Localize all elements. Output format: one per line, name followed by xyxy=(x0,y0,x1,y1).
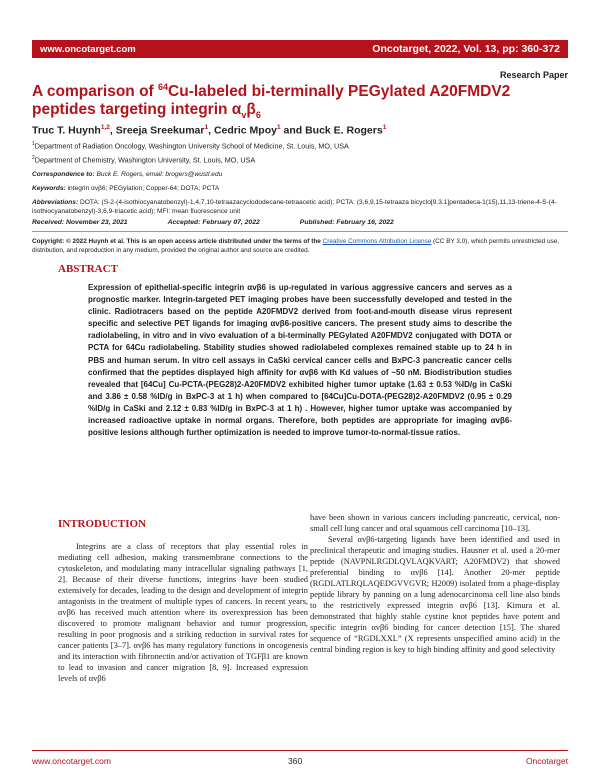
author: Cedric Mpoy xyxy=(213,124,277,137)
journal-citation: Oncotarget, 2022, Vol. 13, pp: 360-372 xyxy=(372,43,560,55)
author: Sreeja Sreekumar xyxy=(115,124,205,137)
article-dates: Received: November 23, 2021 Accepted: February 07, 2022 Published: February 16, 2022 xyxy=(32,219,394,226)
article-type: Research Paper xyxy=(499,70,568,80)
correspondence: Correspondence to: Buck E. Rogers, email: brogers@wustl.edu xyxy=(32,171,223,178)
license-link[interactable]: Creative Commons Attribution License xyxy=(322,238,432,245)
intro-right-column xyxy=(310,512,560,655)
affiliation-2: $^2$Department of Chemistry, Washington University, St. Louis, MO, USA xyxy=(32,155,256,165)
abstract-text: Expression of epithelial-specific integrin αvβ6 is up-regulated in various aggressive cancers and serves as a prognostic marker. Integrin-targeted PET imaging probes have been successfully developed and tested in the clinic. Radiotracers based on the peptide A20FMDV2 derived from foot-and-mouth disease virus represent specific and selective PET ligands for imaging αvβ6-positive cancers. The present study aims to describe the radiolabeling, in vitro and in vivo evaluation of a bi-terminally PEGylated A20FMDV2 conjugated with DOTA or PCTA for 64Cu radiolabeling. Stability studies showed radiolabeled complexes remained stable up to 24 h in PBS and human serum. In vitro cell assays in CaSki cervical cancer cells and BxPC-3 pancreatic cancer cells confirmed that the peptides displayed high affinity for αvβ6 with Kd values of ~50 nM. Biodistribution studies revealed that [64Cu] Cu-PCTA-(PEG28)2-A20FMDV2 exhibited higher tumor uptake (1.63 ± 0.53 %ID/g in CaSki and 3.86 ± 0.58 %ID/g in BxPC-3 at 1 h) when compared to [64Cu]Cu-DOTA-(PEG28)2-A20FMDV2 (0.95 ± 0.29 %ID/g in CaSki and 2.12 ± 0.83 %ID/g in BxPC-3 at 1 h) . However, higher tumor uptake was accompanied by increased radioactive uptake in normal organs. Therefore, both peptides are appropriate for imaging αvβ6-positive lesions although further optimization is needed to improve tumor-to-normal-tissue ratios. xyxy=(88,283,512,438)
intro-left-column xyxy=(58,541,308,684)
page-number: 360 xyxy=(288,756,303,766)
affiliation-1: $^1$Department of Radiation Oncology, Washington University School of Medicine, St. Louis, MO, USA xyxy=(32,141,349,151)
divider xyxy=(32,231,568,232)
paragraph: Several αvβ6-targeting ligands have been identified and used in preclinical therapeutic and imaging studies. Hausner et al. used a 20-mer peptide (NAVPNLRGDLQVLAQKVART; A20FMDV2) that showed preferential binding to αvβ6 [14]. Another 20-mer peptide (RGDLATLRQLAQEDGVVGVR; H2009) isolated from a phage-display peptide library by panning on a lung adenocarcinoma cell line also binds to the restrictively expressed integrin αvβ6 [13]. Kimura et al. demonstrated that highly stable cystine knot peptides have potent and specific integrin αvβ6 binding for cancer detection [15]. The shared sequence of “RGDLXXL” (X represents unspecified amino acid) in the central binding region is key to high binding affinity and good selectivity xyxy=(310,535,560,654)
copyright-notice: Copyright: © 2022 Huynh et al. This is an open access article distributed under the terms of the Creative Commons Attribution License (CC BY 3.0), which permits unrestricted use, distribution, and reproduction in any medium, provided the original author and source are credited. xyxy=(32,238,560,254)
paragraph: have been shown in various cancers including pancreatic, cervical, non-small cell lung cancer and oral squamous cell carcinoma [10–13]. xyxy=(310,513,560,533)
abstract-heading: ABSTRACT xyxy=(58,263,118,275)
footer-site[interactable]: www.oncotarget.com xyxy=(32,756,111,766)
paragraph: Integrins are a class of receptors that play essential roles in mediating cell adhesion, making transmembrane connections to the cytoskeleton, and modulating many intracellular signaling pathways [1, 2]. Because of their diverse functions, integrins have been studied extensively for decades, leading to the design and development of integrin antagonists in the treatment of multiple types of cancers. In recent years, αvβ6 has received much attention where its overexpression has been discovered to promote malignant behavior and tumor progression, resulting in poor prognosis and a striking reduction in survival rates for cancer patients [3–7]. αvβ6 has many regulatory functions in oncogenesis and its interaction with fibronectin and/or activation of TGFβ1 are known to lead to invasion and cancer migration [8, 9]. Increased expression levels of αvβ6 xyxy=(58,542,308,683)
abbreviations: Abbreviations: DOTA: (S-2-(4-isothiocyanatobenzyl)-1,4,7,10-tetraazacyclododecane-tetraacetic acid); PCTA: (3,6,9,15-tetraaza bicyclo[9.3.1]pentadeca-1(15),11,13-triene-4-S-(4-isothiocyanatobenzyl)-3,6,9-triacetic acid); MFI: mean fluorescence unit xyxy=(32,199,557,215)
journal-header-bar xyxy=(32,40,568,58)
footer-divider xyxy=(32,750,568,751)
site-url[interactable]: www.oncotarget.com xyxy=(40,43,136,55)
author: Buck E. Rogers xyxy=(305,124,383,137)
author: Truc T. Huynh xyxy=(32,124,101,137)
introduction-heading: INTRODUCTION xyxy=(58,518,147,530)
footer-journal: Oncotarget xyxy=(525,756,568,766)
author-list: Truc T. Huynh$^{1,2}$, Sreeja Sreekumar$^1$, Cedric Mpoy$^1$ and Buck E. Rogers$^1$ xyxy=(32,124,387,137)
article-title: A comparison of $^{64}$Cu-labeled bi-terminally PEGylated A20FMDV2 peptides targeting integrin $\alpha_v\beta_6$ xyxy=(32,82,511,121)
keywords: Keywords: integrin αvβ6; PEGylation; Copper-64; DOTA; PCTA xyxy=(32,185,220,192)
